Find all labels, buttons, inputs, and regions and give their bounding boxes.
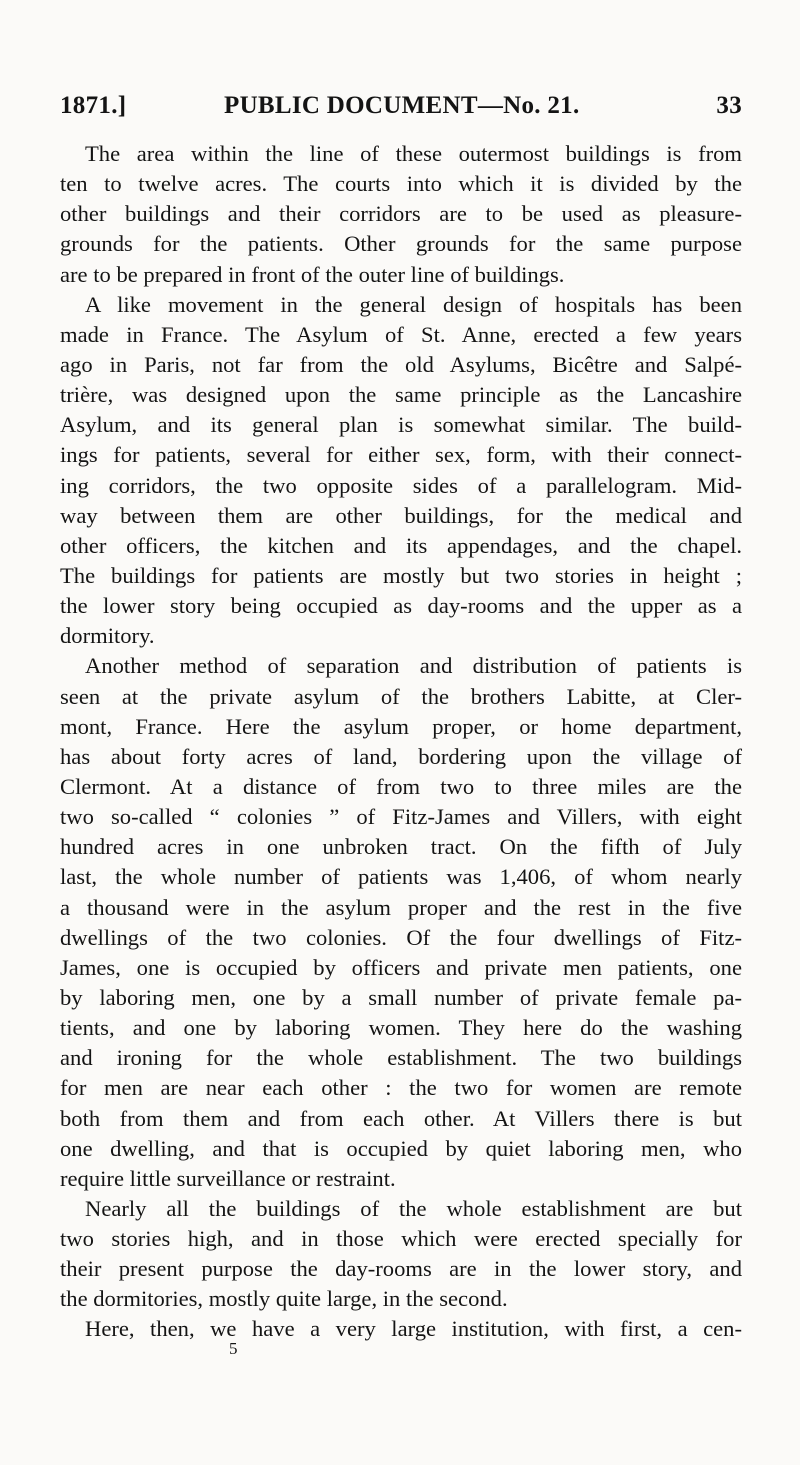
- running-head: [60, 92, 742, 126]
- text-line: ten to twelve acres. The courts into which it is divided by the: [60, 171, 742, 197]
- text-line: trière, was designed upon the same principle as the Lancashire: [60, 382, 742, 408]
- text-line: made in France. The Asylum of St. Anne, erected a few years: [60, 321, 742, 347]
- text-line: two so-called “ colonies ” of Fitz-James and Villers, with eight: [60, 804, 742, 830]
- text-line: way between them are other buildings, for the medical and: [60, 502, 742, 528]
- text-line: the lower story being occupied as day-rooms and the upper as a: [60, 593, 742, 619]
- text-line: are to be prepared in front of the outer line of buildings.: [60, 261, 565, 287]
- text-line: their present purpose the day-rooms are in the lower story, and: [60, 1256, 742, 1282]
- text-line: Here, then, we have a very large institution, with first, a cen-: [85, 1316, 742, 1342]
- body-text: [60, 139, 742, 1345]
- text-line: a thousand were in the asylum proper and the rest in the five: [60, 894, 742, 920]
- header-year: 1871.]: [60, 92, 127, 119]
- text-line: by laboring men, one by a small number of private female pa-: [60, 984, 742, 1010]
- text-line: Asylum, and its general plan is somewhat similar. The build-: [60, 412, 742, 438]
- text-line: one dwelling, and that is occupied by quiet laboring men, who: [60, 1135, 742, 1161]
- signature-mark: 5: [229, 1339, 238, 1358]
- text-line: Clermont. At a distance of from two to three miles are the: [60, 773, 742, 799]
- text-line: two stories high, and in those which were erected specially for: [60, 1226, 742, 1252]
- text-line: last, the whole number of patients was 1,406, of whom nearly: [60, 864, 742, 890]
- text-line: other officers, the kitchen and its appendages, and the chapel.: [60, 532, 742, 558]
- paragraph: [60, 1194, 742, 1315]
- text-line: both from them and from each other. At Villers there is but: [60, 1105, 742, 1131]
- text-line: has about forty acres of land, bordering upon the village of: [60, 743, 742, 769]
- text-line: for men are near each other : the two for women are remote: [60, 1075, 742, 1101]
- text-line: require little surveillance or restraint.: [60, 1165, 396, 1191]
- text-line: dwellings of the two colonies. Of the four dwellings of Fitz-: [60, 924, 742, 950]
- paragraph: [60, 651, 742, 1194]
- text-line: grounds for the patients. Other grounds for the same purpose: [60, 231, 742, 257]
- text-line: seen at the private asylum of the brothers Labitte, at Cler-: [60, 683, 742, 709]
- text-line: ing corridors, the two opposite sides of a parallelogram. Mid-: [60, 472, 742, 498]
- text-line: tients, and one by laboring women. They here do the washing: [60, 1015, 742, 1041]
- text-line: other buildings and their corridors are to be used as pleasure-: [60, 201, 742, 227]
- text-line: the dormitories, mostly quite large, in the second.: [60, 1286, 508, 1312]
- text-line: hundred acres in one unbroken tract. On the fifth of July: [60, 834, 742, 860]
- text-line: The area within the line of these outermost buildings is from: [85, 141, 742, 166]
- text-line: dormitory.: [60, 623, 155, 649]
- paragraph: [60, 139, 742, 290]
- text-line: mont, France. Here the asylum proper, or home department,: [60, 713, 742, 739]
- text-line: ings for patients, several for either sex, form, with their connect-: [60, 442, 742, 468]
- paragraph: [60, 1314, 742, 1344]
- paragraph: [60, 290, 742, 652]
- page-number: 33: [716, 92, 742, 119]
- text-line: ago in Paris, not far from the old Asylums, Bicêtre and Salpé-: [60, 351, 742, 377]
- text-line: A like movement in the general design of hospitals has been: [85, 291, 742, 317]
- text-line: James, one is occupied by officers and private men patients, one: [60, 954, 742, 980]
- text-line: and ironing for the whole establishment. The two buildings: [60, 1045, 742, 1071]
- text-line: Nearly all the buildings of the whole establishment are but: [85, 1195, 742, 1221]
- header-title: PUBLIC DOCUMENT—No. 21.: [224, 92, 580, 119]
- text-line: The buildings for patients are mostly but two stories in height ;: [60, 562, 742, 588]
- text-line: Another method of separation and distribution of patients is: [85, 653, 742, 679]
